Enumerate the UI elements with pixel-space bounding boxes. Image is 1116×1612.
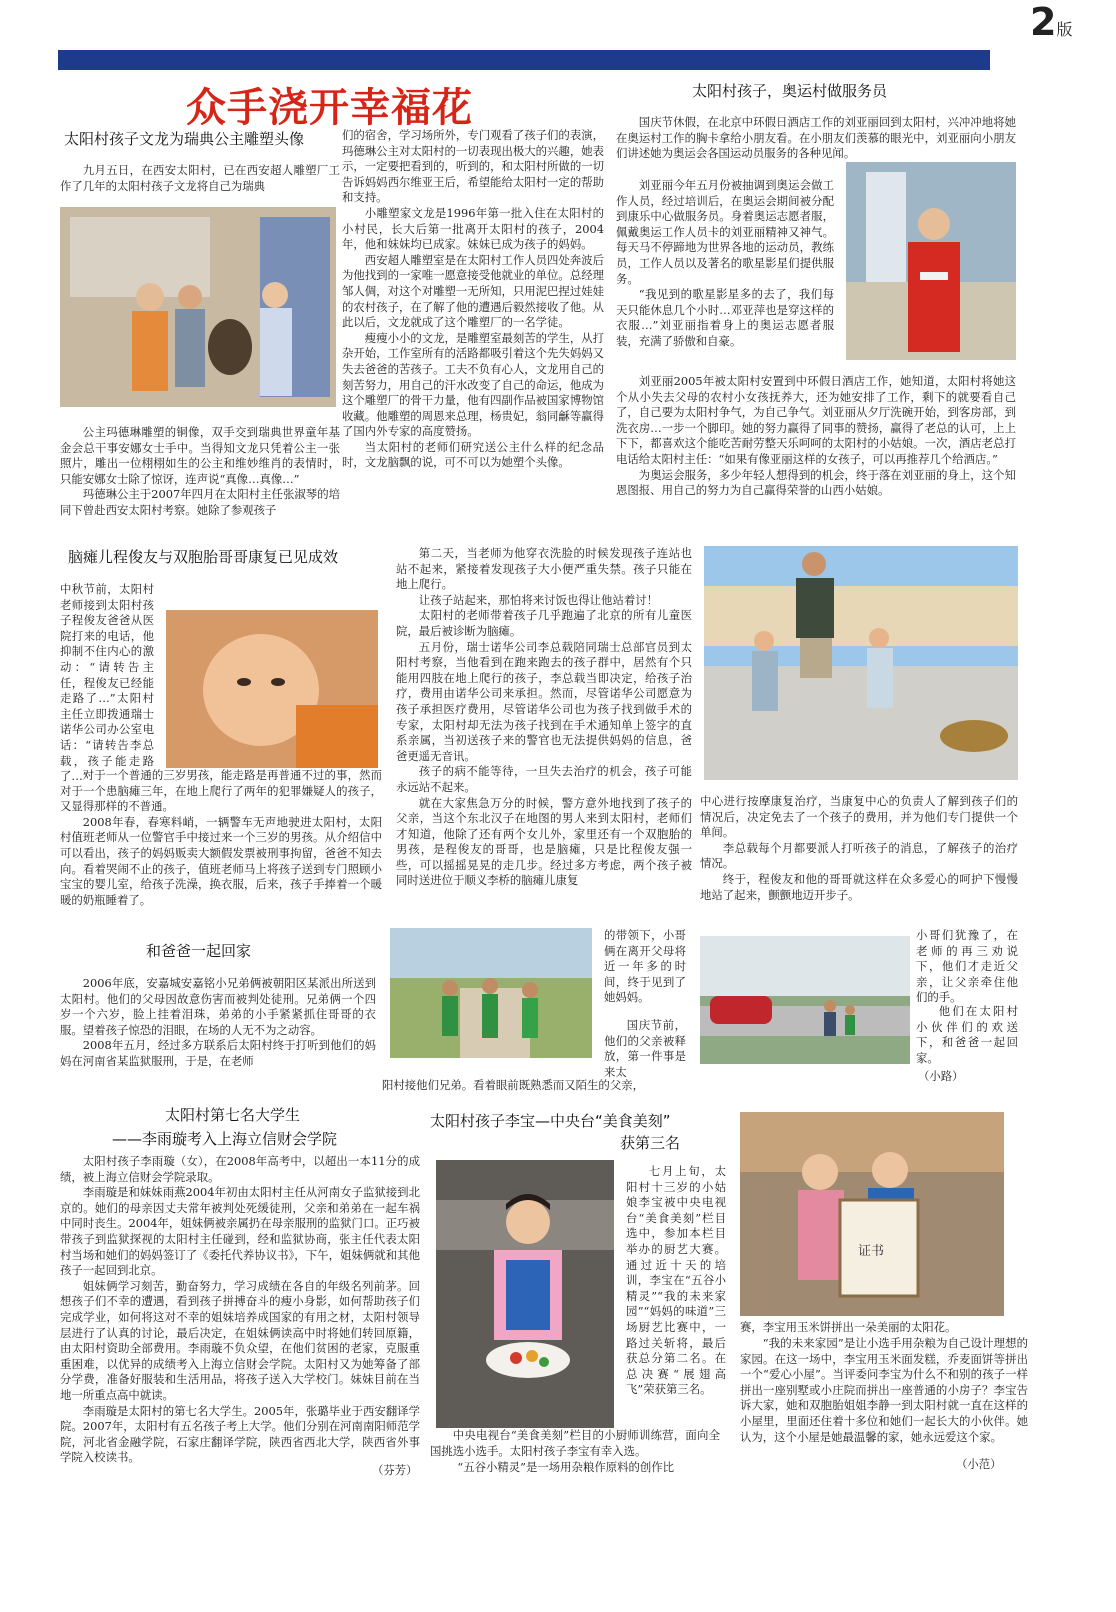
article1-para6: 西安超人雕塑室是在太阳村工作人员四处奔波后为他找到的一家唯一愿意接受他就业的单位。总经理邹人倜，对这个对雕塑一无所知，只用泥巴捏过娃娃的农村孩子，在了解了他的遭遇后毅然接收了他。从此以后，文龙就成了这个雕塑厂的一名学徒。 [342, 252, 605, 330]
article2-body-a [616, 178, 834, 350]
article3-photo-boy [166, 610, 378, 768]
article1-intro: 九月五日，在西安太阳村，已在西安超人雕塑厂工作了几年的太阳村孩子文龙将自己为瑞典 [60, 163, 340, 193]
article3-para5: 让孩子站起来，那怕将来讨饭也得让他站着讨！ [418, 592, 659, 607]
article3-body-left [60, 768, 382, 908]
article6-signature: （小范） [956, 1457, 1002, 1471]
road-car-photo-illustration [700, 936, 910, 1064]
award-photo-illustration [740, 1112, 1004, 1316]
cooking-girl-photo-illustration [436, 1160, 614, 1428]
article4-body-left [60, 976, 376, 1070]
article5-para3: 姐妹俩学习刻苦，勤奋努力，学习成绩在各自的年级名列前茅。回想孩子们不幸的遭遇，看到孩子拼搏奋斗的瘦小身影，如何帮助孩子们完成学业，如何将这对不幸的姐妹培养成国家的有用之材，太阳村领导层进行了认真的讨论，最后决定，在姐妹俩读高中时将她们转回原籍，由太阳村资助全部费用。李雨璇不负众望，在他们贫困的老家，克服重重困难，以优异的成绩考入上海立信财会学院。太阳村又为她筹备了部分学费，准备好服装和生活用品，将孩子送入大学校门。妹妹目前在当地一所重点高中就读。 [60, 1278, 420, 1402]
article5-para1: 太阳村孩子李雨璇（女），在2008年高考中，以超出一本11分的成绩，被上海立信财会学院录取。 [60, 1154, 420, 1184]
article3-para8: 孩子的病不能等待，一旦失去治疗的机会，孩子可能永远站不起来。 [396, 764, 692, 794]
article5-signature: （芬芳） [372, 1463, 418, 1477]
article3-body-mid [396, 546, 692, 889]
article3-title: 脑瘫儿程俊友与双胞胎哥哥康复已见成效 [68, 548, 339, 566]
twins-walking-photo-illustration [704, 546, 1018, 780]
sculpture-photo-illustration [60, 207, 336, 407]
article6-title-line2: 获第三名 [620, 1134, 681, 1152]
volunteer-photo-illustration [846, 162, 1016, 360]
article6-photo-award [740, 1112, 1004, 1316]
article6-para5: “我的未来家园”是让小选手用杂粮为自己设计理想的家园。在这一场中，李宝用玉米面发糕，乔麦面饼等拼出一个“爱心小屋”。当评委问李宝为什么不和别的孩子一样拼出一座别墅或小庄院而拼出一座普通的小房子？李宝告诉大家，她和双胞胎姐姐李静一到太阳村就一直在这样的小屋里，里面还住着十多位和她们一起长大的小伙伴。她认为，这个小屋是她最温馨的家，她永远爱这个家。 [740, 1336, 1028, 1444]
article2-body-b [616, 374, 1016, 499]
article4-signature: （小路） [918, 1069, 964, 1083]
article3-para3: 2008年春，春寒料峭，一辆警车无声地驶进太阳村，太阳村值班老师从一位警官手中接过来一个三岁的男孩。从介绍信中可以看出，孩子的妈妈贩卖大额假发票被刑事拘留，爸爸不知去向。看着哭闹不止的孩子，值班老师马上将孩子送到专门照顾小宝宝的婴儿室，给孩子洗澡，换衣服，后来，孩子手捧着一个暖暖的奶瓶睡着了。 [60, 814, 382, 907]
article4-para7: 他们在太阳村小伙伴们的欢送下，和爸爸一起回家。 [916, 1004, 1018, 1065]
article3-para6: 太阳村的老师带着孩子几乎跑遍了北京的所有儿童医院，最后被诊断为脑瘫。 [396, 608, 692, 638]
page-number [1030, 0, 1072, 44]
article2-title: 太阳村孩子，奥运村做服务员 [692, 82, 888, 100]
article1-para3: 玛德琳公主于2007年四月在太阳村主任张淑琴的培同下曾赴西安太阳村考察。她除了参观孩子 [60, 487, 340, 517]
article1-photo [60, 207, 336, 407]
article4-para6: 小哥们犹豫了，在老师的再三劝说下，他们才走近父亲，让父亲牵住他们的手。 [916, 928, 1018, 1005]
certificate-label: 证书 [858, 1244, 885, 1259]
article4-title: 和爸爸一起回家 [146, 942, 252, 960]
article4-para5: 国庆节前，他们的父亲被释放，第一件事是来太 [604, 1018, 686, 1079]
article1-para5: 小雕塑家文龙是1996年第一批入住在太阳村的小村民，长大后第一批离开太阳村的孩子，2004年，他和妹妹均已成家。妹妹已成为孩子的妈妈。 [342, 205, 604, 252]
page-number-label: 版 [1056, 20, 1073, 39]
article2-photo [846, 162, 1016, 360]
article2-para3: “我见到的歌星影星多的去了，我们每天只能休息几个小时…邓亚萍也是穿这样的衣服…”刘亚丽指着身上的奥运志愿者服装，充满了骄傲和自豪。 [616, 287, 834, 348]
article6-photo-cooking [436, 1160, 614, 1428]
article2-para2: 刘亚丽今年五月份被抽调到奥运会做工作人员，经过培训后，在奥运会期间被分配到康乐中心做服务员。身着奥运志愿者服，佩戴奥运工作人员卡的刘亚丽精神又神气。每天马不停蹄地为世界各地的运动员，教练员，工作人员以及著名的歌星影星们提供服务。 [616, 178, 834, 286]
boy-photo-illustration [166, 610, 378, 768]
article3-para1: 中秋节前，太阳村老师接到太阳村孩子程俊友爸爸从医院打来的电话，他抑制不住内心的激动：“请转告主任，程俊友已经能走路了…”太阳村主任立即拨通瑞士诺华公司办公室电话：“请转告李总载，孩子能走路了…” [60, 582, 154, 784]
header-banner [58, 50, 990, 70]
article5-title: 太阳村第七名大学生 [165, 1106, 301, 1124]
article3-para11: 李总载每个月都要派人打听孩子的消息，了解孩子的治疗情况。 [700, 840, 1018, 871]
article6-para3: “五谷小精灵”是一场用杂粮作原料的创作比 [457, 1460, 675, 1474]
article5-para2: 李雨璇是和妹妹雨燕2004年初由太阳村主任从河南女子监狱接到北京的。她们的母亲因丈夫常年被判处死缓徒刑，父亲和弟弟在一起车祸中同时丧生。2004年，姐妹俩被亲属扔在母亲服刑的监狱门口。正巧被带孩子到监狱探视的太阳村主任碰到，经和监狱协商，张主任代表太阳村当场和她们的妈妈签订了《委托代养协议书》，下午，姐妹俩就和其他孩子一起回到北京。 [60, 1185, 420, 1278]
article6-para4: 赛，李宝用玉米饼拼出一朵美丽的太阳花。 [740, 1320, 957, 1334]
article4-photo-road [700, 936, 910, 1064]
article2-para4: 刘亚丽2005年被太阳村安置到中环假日酒店工作，她知道，太阳村将她这个从小失去父母的农村小女孩抚养大，还为她安排了工作，剩下的就要看自己了，自己要为太阳村争气，为自己争气。刘亚丽从夕厅洗碗开始，到客房部，到洗衣房…一步一个脚印。她的努力赢得了同事的赞扬，赢得了老总的认可，上上下下，都喜欢这个能吃苦耐劳整天乐呵呵的太阳村的小姑娘。一次，酒店老总打电话给太阳村主任：“如果有像亚丽这样的女孩子，可以再推荐几个给酒店。” [616, 374, 1016, 466]
article3-para2: 对于一个普通的三岁男孩，能走路是再普通不过的事，然而对于一个患脑瘫三年，在地上爬行了两年的犯罪嫌疑人的孩子，又显得那样的不普通。 [60, 768, 382, 814]
article1-body-right [342, 128, 604, 471]
article2-para5: 为奥运会服务，多少年轻人想得到的机会，终于落在刘亚丽的身上，这个知恩图报、用自己的努力为自己赢得荣誉的山西小姑娘。 [616, 467, 1016, 498]
article3-para12: 终于，程俊友和他的哥哥就这样在众多爱心的呵护下慢慢地站了起来，颤颤地迈开步子。 [700, 871, 1018, 902]
article3-para7: 五月份，瑞士诺华公司李总载陪同瑞士总部官员到太阳村考察，当他看到在跑来跑去的孩子群中，居然有个只能用四肢在地上爬行的孩子，李总载当即决定，给孩子治疗，费用由诺华公司来承担。然而，尽管诺华公司愿意为孩子承担医疗费用，尽管诺华公司也为孩子找到做手术的专家，太阳村却无法为孩子找到在手术通知单上签字的直系亲属，当初送孩子来的警官也无法提供妈妈的信息，爸爸更遥无音讯。 [396, 639, 692, 763]
article5-body [60, 1154, 420, 1466]
page-headline: 众手浇开幸福花 [186, 85, 473, 131]
article4-para1: 2006年底，安嘉城安嘉铭小兄弟俩被朝阳区某派出所送到太阳村。他们的父母因故意伤害而被判处徒刑。兄弟俩一个四岁一个六岁，脸上挂着泪珠，弟弟的小手紧紧抓住哥哥的衣服。望着孩子惊恐的泪眼，在场的人无不为之动容。 [60, 976, 376, 1037]
article2-intro: 国庆节休假，在北京中环假日酒店工作的刘亚丽回到太阳村，兴冲冲地将她在奥运村工作的胸卡拿给小朋友看。在小朋友们羡慕的眼光中，刘亚丽向小朋友们讲述她为奥运会各国运动员服务的各种见闻。 [616, 115, 1016, 161]
article3-para10: 中心进行按摩康复治疗，当康复中心的负责人了解到孩子们的情况后，决定免去了一个孩子的费用，并为他们专门提供一个单间。 [700, 794, 1018, 840]
article4-para4: 的带领下，小哥俩在离开父母将近一年多的时间，终于见到了她妈妈。 [604, 928, 686, 1005]
article6-para1: 七月上旬，太阳村十三岁的小姑娘李宝被中央电视台“美食美刻”栏目选中，参加本栏目举办的厨艺大赛。通过近十天的培训，李宝在“五谷小精灵”“我的未来家园”“妈妈的味道”三场厨艺比赛中，一路过关斩将，最后获总分第二名。在总决赛“展翅高飞”荣获第三名。 [626, 1164, 726, 1397]
family-walk-photo-illustration [390, 928, 592, 1058]
page-number-digit: 2 [1030, 0, 1057, 44]
article4-para2: 2008年五月，经过多方联系后太阳村终于打听到他们的妈妈在河南省某监狱服刑，于是，在老师 [60, 1038, 376, 1068]
article5-para4: 李雨璇是太阳村的第七名大学生。2005年，张璐毕业于西安翻译学院。2007年，太阳村有五名孩子考上大学。他们分别在河南南阳师范学院，河北省金融学院，石家庄翻译学院，陕西省西北大学，陕西省外事学院入校读书。 [60, 1403, 420, 1465]
article1-para8: 当太阳村的老师们研究送公主什么样的纪念品时，文龙脑飘的说，可不可以为她塑个头像。 [342, 439, 604, 470]
article3-body-right [700, 794, 1018, 903]
article4-photo-walk [390, 928, 592, 1058]
article6-title-line1: 太阳村孩子李宝—中央台“美食美刻” [430, 1112, 671, 1130]
article1-para2: 公主玛德琳雕塑的铜像，双手交到瑞典世界童年基金会总干事安娜女士手中。当得知文龙只凭着公主一张照片，雕出一位栩栩如生的公主和维妙维肖的表情时，只能安娜女士除了惊讶，连声说“真像…真像…” [60, 425, 340, 486]
article1-para7: 瘦瘦小小的文龙，是雕塑室最刻苦的学生，从打杂开始，工作室所有的活路都吸引着这个先失妈妈又失去爸爸的苦孩子。工夫不负有心人，文龙用自己的刻苦努力，用自己的汗水改变了自己的命运，他成为这个雕塑厂的骨干力量，他有四副作品被国家博物馆收藏。他雕塑的周恩来总理，杨贵妃，翁同龢等赢得了国内外专家的高度赞扬。 [342, 330, 605, 439]
article5-subtitle: ——李雨璇考入上海立信财会学院 [112, 1130, 338, 1148]
article1-body-left [60, 425, 340, 519]
article3-photo-twins [704, 546, 1018, 780]
article6-para2: 中央电视台“美食美刻”栏目的小厨师训练营，面向全国挑选小选手。太阳村孩子李宝有幸入选。 [430, 1428, 720, 1458]
article1-title: 太阳村孩子文龙为瑞典公主雕塑头像 [64, 130, 305, 148]
article3-para4: 第二天，当老师为他穿衣洗脸的时候发现孩子连站也站不起来，紧接着发现孩子大小便严重失禁。孩子只能在地上爬行。 [396, 546, 692, 592]
article4-para3: 阳村接他们兄弟。看着眼前既熟悉而又陌生的父亲， [382, 1078, 644, 1092]
article1-para4: 们的宿舍，学习场所外，专门观看了孩子们的表演，玛德琳公主对太阳村的一切表现出极大的兴趣，她表示，一定要把看到的，听到的，和太阳村所做的一切告诉妈妈西尔维亚王后，希望能给太阳村一定的帮助和支持。 [342, 128, 604, 205]
article3-para9: 就在大家焦急万分的时候，警方意外地找到了孩子的父亲，当这个东北汉子在地图的男人来到太阳村，老师们才知道，他除了还有两个女儿外，家里还有一个双胞胎的男孩，是程俊友的哥哥，也是脑瘫，只是比程俊友强一些，可以摇摇晃晃的走几步。经过多方考虑，两个孩子被同时送进位于顺义李桥的脑瘫儿康复 [396, 795, 692, 888]
